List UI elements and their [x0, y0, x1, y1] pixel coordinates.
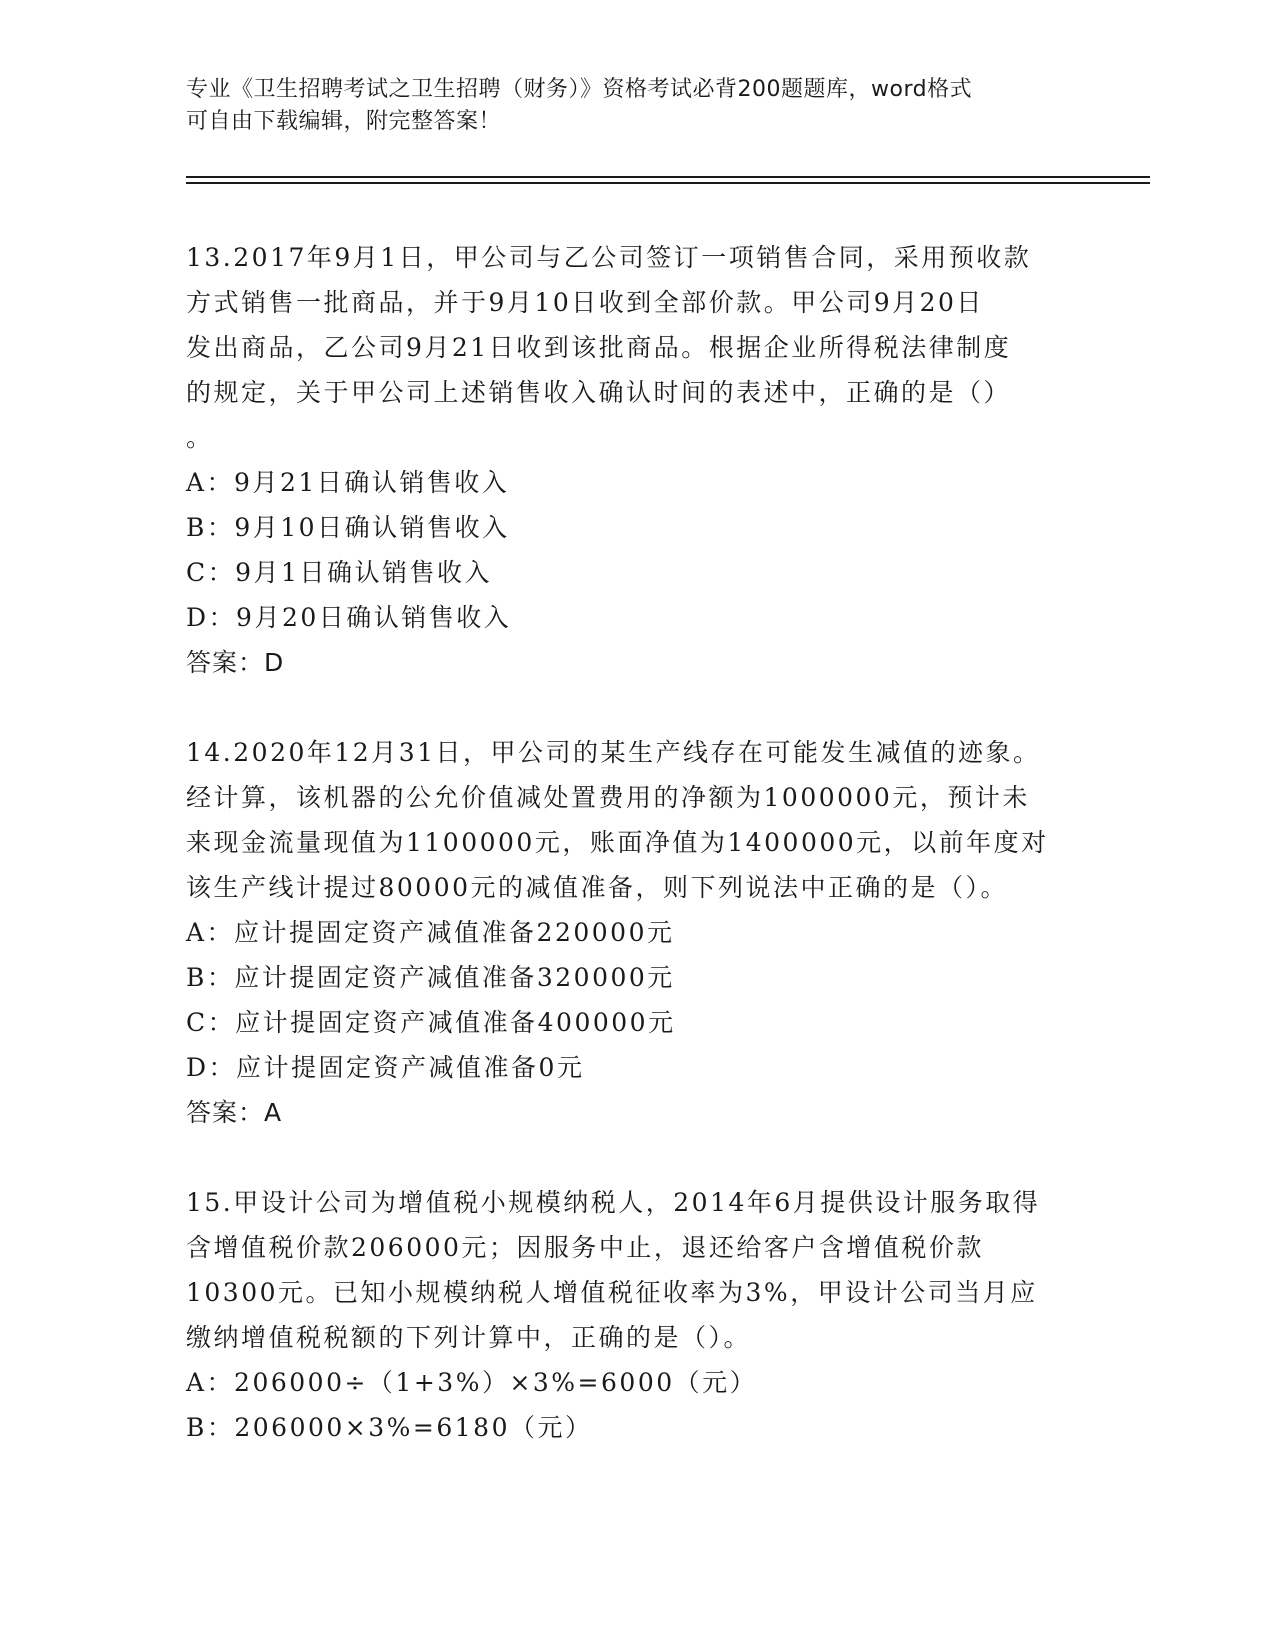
answer: 答案：D — [186, 648, 285, 677]
option-a: A：应计提固定资产减值准备220000元 — [186, 918, 675, 947]
question-line: 经计算，该机器的公允价值减处置费用的净额为1000000元，预计未 — [186, 783, 1030, 812]
header-divider — [186, 182, 1150, 184]
question-15 — [186, 1180, 1086, 1450]
header-line: 可自由下载编辑，附完整答案！ — [186, 109, 502, 134]
option-b: B：206000×3%=6180（元） — [186, 1413, 593, 1442]
document-header — [186, 74, 1086, 138]
question-13 — [186, 235, 1086, 685]
question-line: 的规定，关于甲公司上述销售收入确认时间的表述中，正确的是（） — [186, 378, 1012, 407]
question-14 — [186, 730, 1086, 1135]
question-line: 发出商品，乙公司9月21日收到该批商品。根据企业所得税法律制度 — [186, 333, 1012, 362]
header-divider — [186, 176, 1150, 178]
question-text — [186, 1180, 1086, 1360]
option-d: D：应计提固定资产减值准备0元 — [186, 1053, 585, 1082]
question-line: 10300元。已知小规模纳税人增值税征收率为3%，甲设计公司当月应 — [186, 1278, 1038, 1307]
option-b: B：9月10日确认销售收入 — [186, 513, 510, 542]
question-line: 该生产线计提过80000元的减值准备，则下列说法中正确的是（）。 — [186, 873, 1009, 902]
question-text — [186, 730, 1086, 910]
question-line: 13.2017年9月1日，甲公司与乙公司签订一项销售合同，采用预收款 — [186, 243, 1032, 272]
question-line: 14.2020年12月31日，甲公司的某生产线存在可能发生减值的迹象。 — [186, 738, 1041, 767]
option-a: A：206000÷（1+3%）×3%=6000（元） — [186, 1368, 758, 1397]
question-line: 缴纳增值税税额的下列计算中，正确的是（）。 — [186, 1323, 752, 1352]
option-a: A：9月21日确认销售收入 — [186, 468, 510, 497]
question-line: 方式销售一批商品，并于9月10日收到全部价款。甲公司9月20日 — [186, 288, 984, 317]
option-c: C：9月1日确认销售收入 — [186, 558, 492, 587]
question-text — [186, 235, 1086, 460]
option-c: C：应计提固定资产减值准备400000元 — [186, 1008, 676, 1037]
question-line: 来现金流量现值为1100000元，账面净值为1400000元，以前年度对 — [186, 828, 1049, 857]
answer: 答案：A — [186, 1098, 283, 1127]
option-d: D：9月20日确认销售收入 — [186, 603, 512, 632]
question-line: 含增值税价款206000元；因服务中止，退还给客户含增值税价款 — [186, 1233, 984, 1262]
question-line: 15.甲设计公司为增值税小规模纳税人，2014年6月提供设计服务取得 — [186, 1188, 1041, 1217]
option-b: B：应计提固定资产减值准备320000元 — [186, 963, 675, 992]
question-line: 。 — [186, 423, 214, 452]
question-list — [186, 235, 1086, 1495]
header-line: 专业《卫生招聘考试之卫生招聘（财务）》资格考试必背200题题库，word格式 — [186, 77, 973, 102]
